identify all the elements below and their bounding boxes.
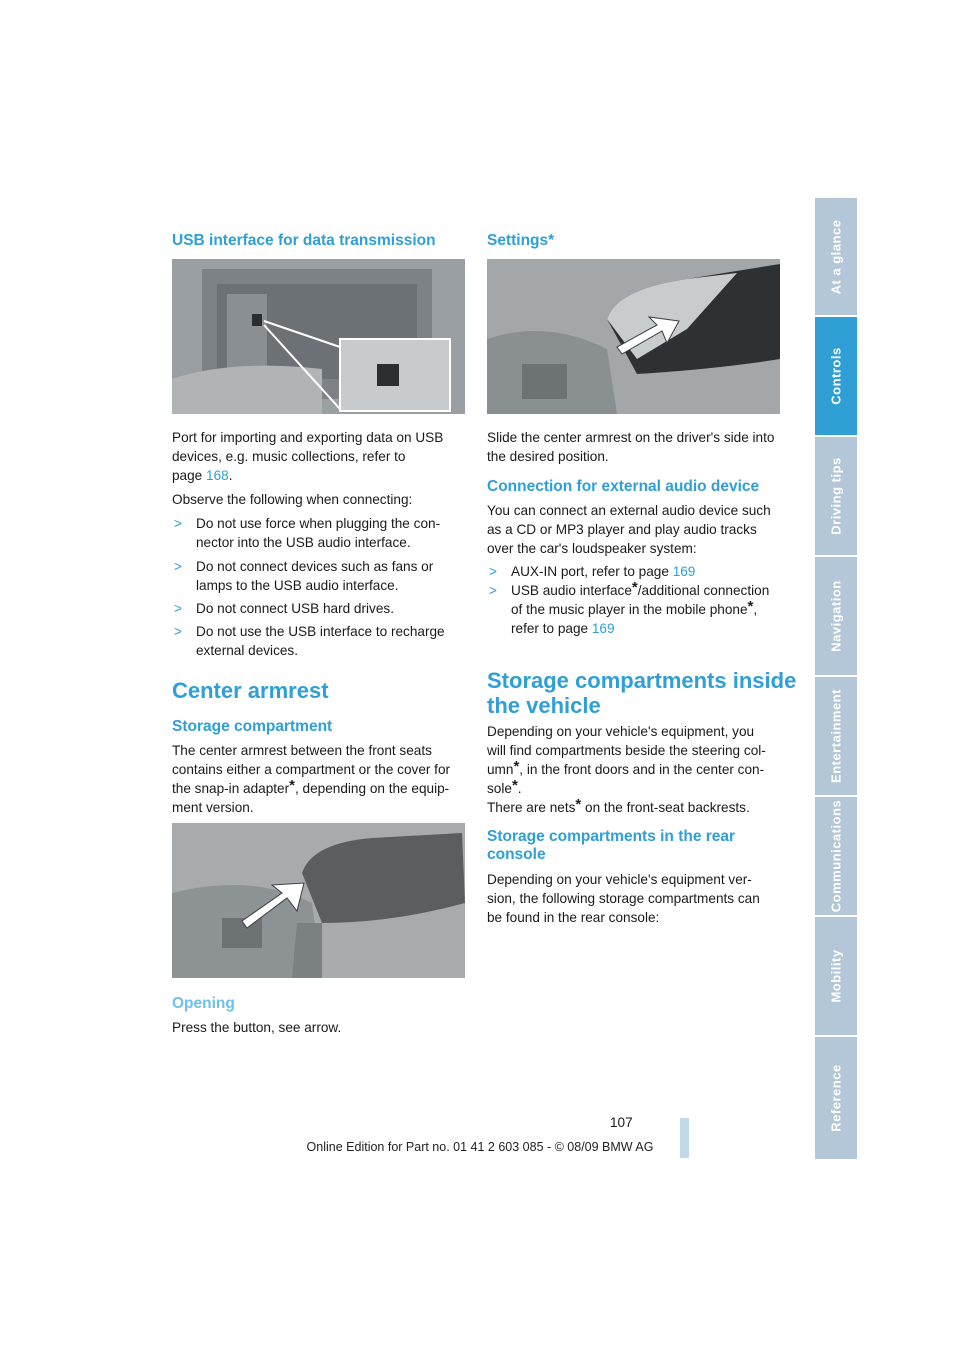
- list-item: > USB audio interface*/additional connection of the music player in the mobile phone*, refer to page 169: [489, 579, 770, 636]
- storage-compartment-heading: Storage compartment: [172, 718, 333, 735]
- rear-text-line-1: Depending on your vehicle's equipment ver-: [487, 872, 752, 887]
- storage-text-line-1: The center armrest between the front seats: [172, 743, 432, 758]
- storage-text-line-4: ment version.: [172, 800, 254, 815]
- storage-inside-heading: Storage compartments inside the vehicle: [487, 668, 797, 718]
- page-number: 107: [610, 1115, 633, 1130]
- settings-text-line-1: Slide the center armrest on the driver's side into: [487, 430, 775, 445]
- opening-text: Press the button, see arrow.: [172, 1020, 342, 1035]
- center-armrest-heading: Center armrest: [172, 678, 329, 703]
- rear-text-line-3: be found in the rear console:: [487, 910, 660, 925]
- sidebar-tab-entertainment[interactable]: Entertainment: [815, 677, 857, 795]
- list-item: > Do not use the USB interface to recharge external devices.: [174, 624, 445, 658]
- settings-heading: Settings*: [487, 232, 555, 249]
- external-audio-heading: Connection for external audio device: [487, 478, 760, 495]
- armrest-photo: [172, 823, 465, 978]
- storage-inside-line-2: will find compartments beside the steering col-: [487, 743, 766, 758]
- usb-intro-line-1: Port for importing and exporting data on USB: [172, 430, 444, 445]
- usb-intro-line-2: devices, e.g. music collections, refer to: [172, 449, 406, 464]
- conn-text-line-2: as a CD or MP3 player and play audio tracks: [487, 522, 757, 537]
- storage-inside-line-5: There are nets* on the front-seat backrests.: [487, 796, 750, 815]
- list-item: > Do not use force when plugging the con- nector into the USB audio interface.: [174, 516, 441, 550]
- page-link-168[interactable]: 168: [206, 468, 229, 483]
- page-link-169[interactable]: 169: [591, 621, 615, 636]
- armrest-settings-photo: [487, 259, 780, 414]
- sidebar-tab-navigation[interactable]: Navigation: [815, 557, 857, 675]
- usb-intro-line-3: page 168.: [172, 468, 233, 483]
- sidebar-tab-at-a-glance[interactable]: At a glance: [815, 198, 857, 316]
- usb-port-photo: [172, 259, 465, 414]
- conn-text-line-3: over the car's loudspeaker system:: [487, 541, 697, 556]
- storage-inside-line-1: Depending on your vehicle's equipment, you: [487, 724, 755, 739]
- storage-inside-line-4: sole*.: [487, 777, 522, 796]
- list-item: > Do not connect devices such as fans or lamps to the USB audio interface.: [174, 559, 434, 593]
- storage-text-line-2: contains either a compartment or the cover for: [172, 762, 451, 777]
- sidebar-tab-reference[interactable]: Reference: [815, 1037, 857, 1159]
- list-item: > Do not connect USB hard drives.: [174, 601, 394, 616]
- storage-inside-line-3: umn*, in the front doors and in the center con-: [487, 758, 765, 777]
- rear-text-line-2: sion, the following storage compartments can: [487, 891, 760, 906]
- list-item: > AUX-IN port, refer to page 169: [489, 564, 696, 579]
- sidebar-tab-mobility[interactable]: Mobility: [815, 917, 857, 1035]
- settings-text-line-2: the desired position.: [487, 449, 609, 464]
- sidebar-tab-driving-tips[interactable]: Driving tips: [815, 437, 857, 555]
- usb-interface-heading: USB interface for data transmission: [172, 232, 436, 249]
- page-link-169[interactable]: 169: [672, 564, 696, 579]
- observe-text: Observe the following when connecting:: [172, 492, 413, 507]
- rear-console-heading: Storage compartments in the rear console: [487, 828, 736, 863]
- opening-heading: Opening: [172, 995, 235, 1012]
- sidebar-tab-controls[interactable]: Controls: [815, 317, 857, 435]
- conn-text-line-1: You can connect an external audio device such: [487, 503, 771, 518]
- storage-text-line-3: the snap-in adapter*, depending on the equip-: [172, 777, 450, 796]
- sidebar-tab-communications[interactable]: Communications: [815, 797, 857, 915]
- footer-edition-text: Online Edition for Part no. 01 41 2 603 085 - © 08/09 BMW AG: [306, 1140, 654, 1154]
